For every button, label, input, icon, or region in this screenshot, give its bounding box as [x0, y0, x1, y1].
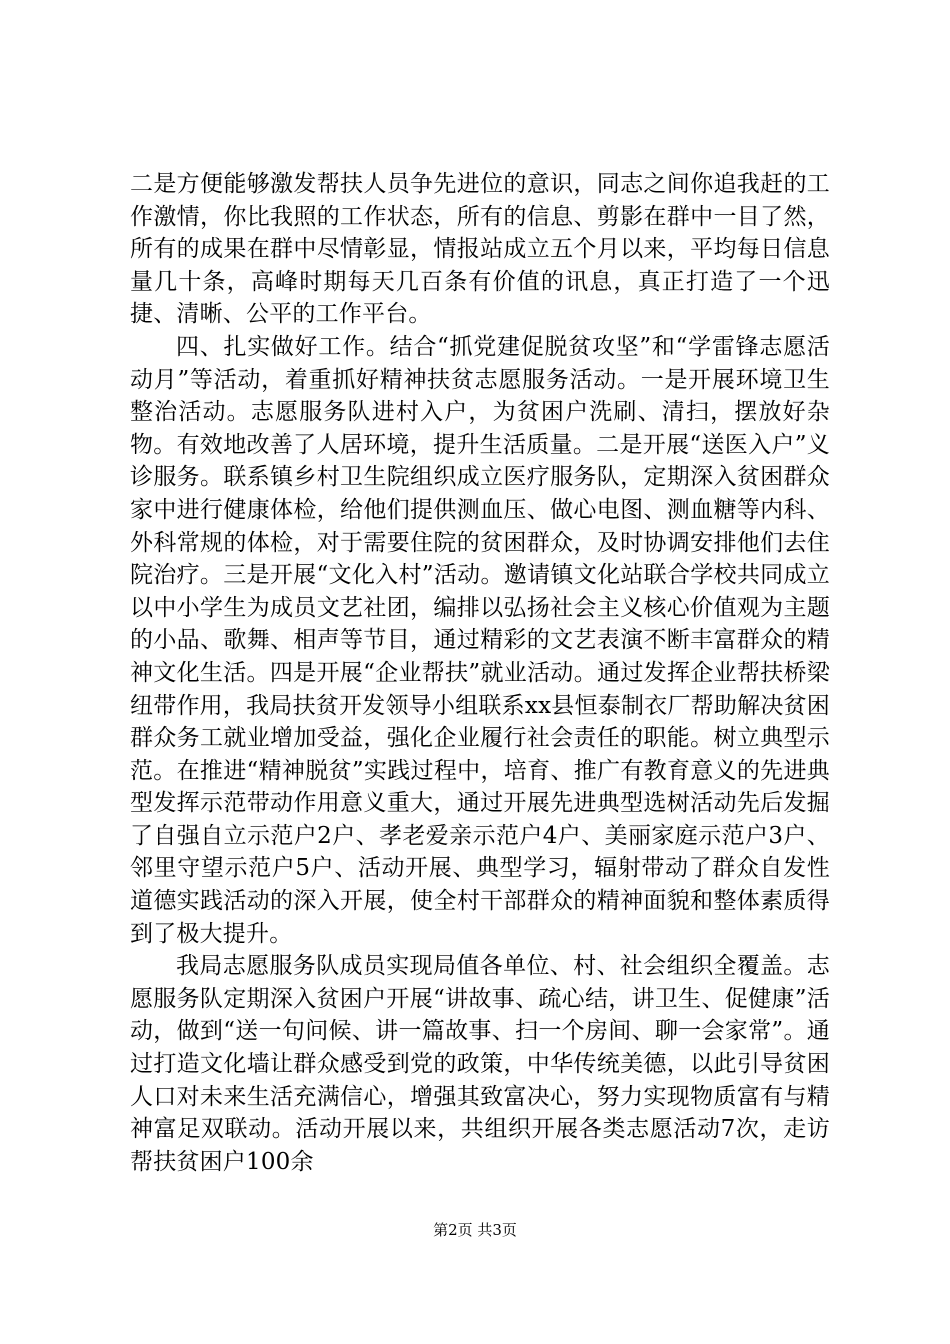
paragraph-3: 我局志愿服务队成员实现局值各单位、村、社会组织全覆盖。志愿服务队定期深入贫困户开展“讲故事、疏心结，讲卫生、促健康”活动，做到“送一句问候、讲一篇故事、扫一个房间、聊一会家常”。通过打造文化墙让群众感受到党的政策，中华传统美德，以此引导贫困人口对未来生活充满信心，增强其致富决心，努力实现物质富有与精神富足双联动。活动开展以来，共组织开展各类志愿活动7次，走访帮扶贫困户100余 — [130, 953, 830, 1175]
page-footer: 第2页 共3页 — [433, 1221, 517, 1239]
paragraph-1: 二是方便能够激发帮扶人员争先进位的意识，同志之间你追我赶的工作激情，你比我照的工作状态，所有的信息、剪影在群中一目了然，所有的成果在群中尽情彰显，情报站成立五个月以来，平均每日信息量几十条，高峰时期每天几百条有价值的讯息，真正打造了一个迅捷、清晰、公平的工作平台。 — [130, 171, 830, 328]
document-body — [130, 168, 830, 1178]
paragraph-2: 四、扎实做好工作。结合“抓党建促脱贫攻坚”和“学雷锋志愿活动月”等活动，着重抓好精神扶贫志愿服务活动。一是开展环境卫生整治活动。志愿服务队进村入户，为贫困户洗刷、清扫，摆放好杂物。有效地改善了人居环境，提升生活质量。二是开展“送医入户”义诊服务。联系镇乡村卫生院组织成立医疗服务队，定期深入贫困群众家中进行健康体检，给他们提供测血压、做心电图、测血糖等内科、外科常规的体检，对于需要住院的贫困群众，及时协调安排他们去住院治疗。三是开展“文化入村”活动。邀请镇文化站联合学校共同成立以中小学生为成员文艺社团，编排以弘扬社会主义核心价值观为主题的小品、歌舞、相声等节目，通过精彩的文艺表演不断丰富群众的精神文化生活。四是开展“企业帮扶”就业活动。通过发挥企业帮扶桥梁纽带作用，我局扶贫开发领导小组联系xx县恒泰制衣厂帮助解决贫困群众务工就业增加受益，强化企业履行社会责任的职能。树立典型示范。在推进“精神脱贫”实践过程中，培育、推广有教育意义的先进典型发挥示范带动作用意义重大，通过开展先进典型选树活动先后发掘了自强自立示范户2户、孝老爱亲示范户4户、美丽家庭示范户3户、邻里守望示范户5户、活动开展、典型学习，辐射带动了群众自发性道德实践活动的深入开展，使全村干部群众的精神面貌和整体素质得到了极大提升。 — [130, 333, 830, 947]
